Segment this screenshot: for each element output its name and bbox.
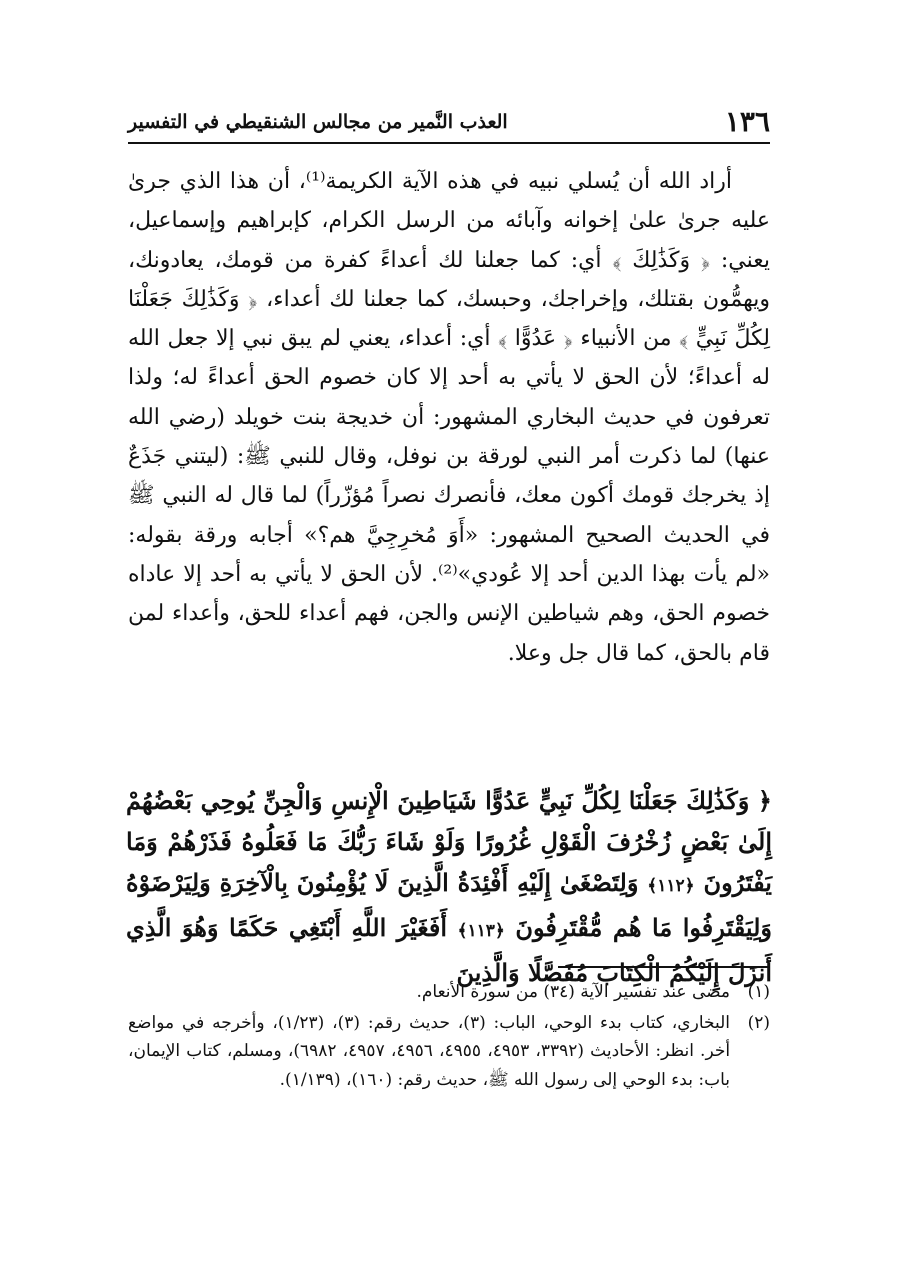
page-header <box>128 98 770 144</box>
ayah-number-113: ﴿١١٣﴾ <box>457 921 505 941</box>
footnote-1 <box>128 978 770 1007</box>
quran-quote <box>126 780 772 993</box>
footnote-2 <box>128 1009 770 1095</box>
footnote-number: (٢) <box>747 1012 770 1033</box>
quran-verses <box>126 780 772 993</box>
footnote-number: (١) <box>747 982 770 1002</box>
footnote-text: مضى عند تفسير الآية (٣٤) من سورة الأنعام. <box>416 982 730 1002</box>
verse-112: ﴿ وَكَذَٰلِكَ جَعَلْنَا لِكُلِّ نَبِيٍّ عَدُوًّا شَيَاطِينَ الْإِنسِ وَالْجِنِّ يُوحِي بَعْضُهُمْ إِلَىٰ بَعْضٍ زُخْرُفَ الْقَوْلِ غُرُورًا وَلَوْ شَاءَ رَبُّكَ مَا فَعَلُوهُ فَذَرْهُمْ وَمَا يَفْتَرُونَ <box>126 786 772 897</box>
page-number: ١٣٦ <box>724 105 770 138</box>
ayah-number-112: ﴿١١٢﴾ <box>647 876 695 896</box>
footnote-separator <box>558 966 770 968</box>
verse-114: أَفَغَيْرَ اللَّهِ أَبْتَغِي حَكَمًا وَهُوَ الَّذِي أَنزَلَ إِلَيْكُمُ الْكِتَابَ مُفَصَّلًا وَالَّذِينَ <box>126 913 772 987</box>
body-paragraph: أراد الله أن يُسلي نبيه في هذه الآية الكريمة⁽¹⁾، أن هذا الذي جرىٰ عليه جرىٰ علىٰ إخوانه وآبائه من الرسل الكرام، كإبراهيم وإسماعيل، يعني: ﴿ وَكَذَٰلِكَ ﴾ أي: كما جعلنا لك أعداءً كفرة من قومك، يعادونك، ويهمُّون بقتلك، وإخراجك، وحبسك، كما جعلنا لك أعداء، ﴿ وَكَذَٰلِكَ جَعَلْنَا لِكُلِّ نَبِيٍّ ﴾ من الأنبياء ﴿ عَدُوًّا ﴾ أي: أعداء، يعني لم يبق نبي إلا جعل الله له أعداءً؛ لأن الحق لا يأتي به أحد إلا كان خصوم الحق أعداءً له؛ ولذا تعرفون في حديث البخاري المشهور: أن خديجة بنت خويلد (رضي الله عنها) لما ذكرت أمر النبي لورقة بن نوفل، وقال للنبي ﷺ: (ليتني جَذَعٌ إذ يخرجك قومك أكون معك، فأنصرك نصراً مُؤزّراً) لما قال له النبي ﷺ في الحديث الصحيح المشهور: «أَوَ مُخرِجِيَّ هم؟» أجابه ورقة بقوله: «لم يأت بهذا الدين أحد إلا عُودي»⁽²⁾. لأن الحق لا يأتي به أحد إلا عاداه خصوم الحق، وهم شياطين الإنس والجن، فهم أعداء للحق، وأعداء لمن قام بالحق، كما قال جل وعلا. <box>128 169 770 666</box>
main-text <box>128 162 770 673</box>
footnote-text: البخاري، كتاب بدء الوحي، الباب: (٣)، حديث رقم: (٣)، (١/٢٣)، وأخرجه في مواضع أخر. انظر: الأحاديث (٣٣٩٢، ٤٩٥٣، ٤٩٥٥، ٤٩٥٦، ٤٩٥٧، ٦٩٨٢)، ومسلم، كتاب الإيمان، باب: بدء الوحي إلى رسول الله ﷺ، حديث رقم: (١٦٠)، (١/١٣٩). <box>128 1012 731 1090</box>
verse-113: وَلِتَصْغَىٰ إِلَيْهِ أَفْئِدَةُ الَّذِينَ لَا يُؤْمِنُونَ بِالْآخِرَةِ وَلِيَرْضَوْهُ وَلِيَقْتَرِفُوا مَا هُم مُّقْتَرِفُونَ <box>126 868 773 942</box>
footnotes <box>128 978 770 1096</box>
running-title: العذب النَّمير من مجالس الشنقيطي في التفسير <box>128 111 508 133</box>
